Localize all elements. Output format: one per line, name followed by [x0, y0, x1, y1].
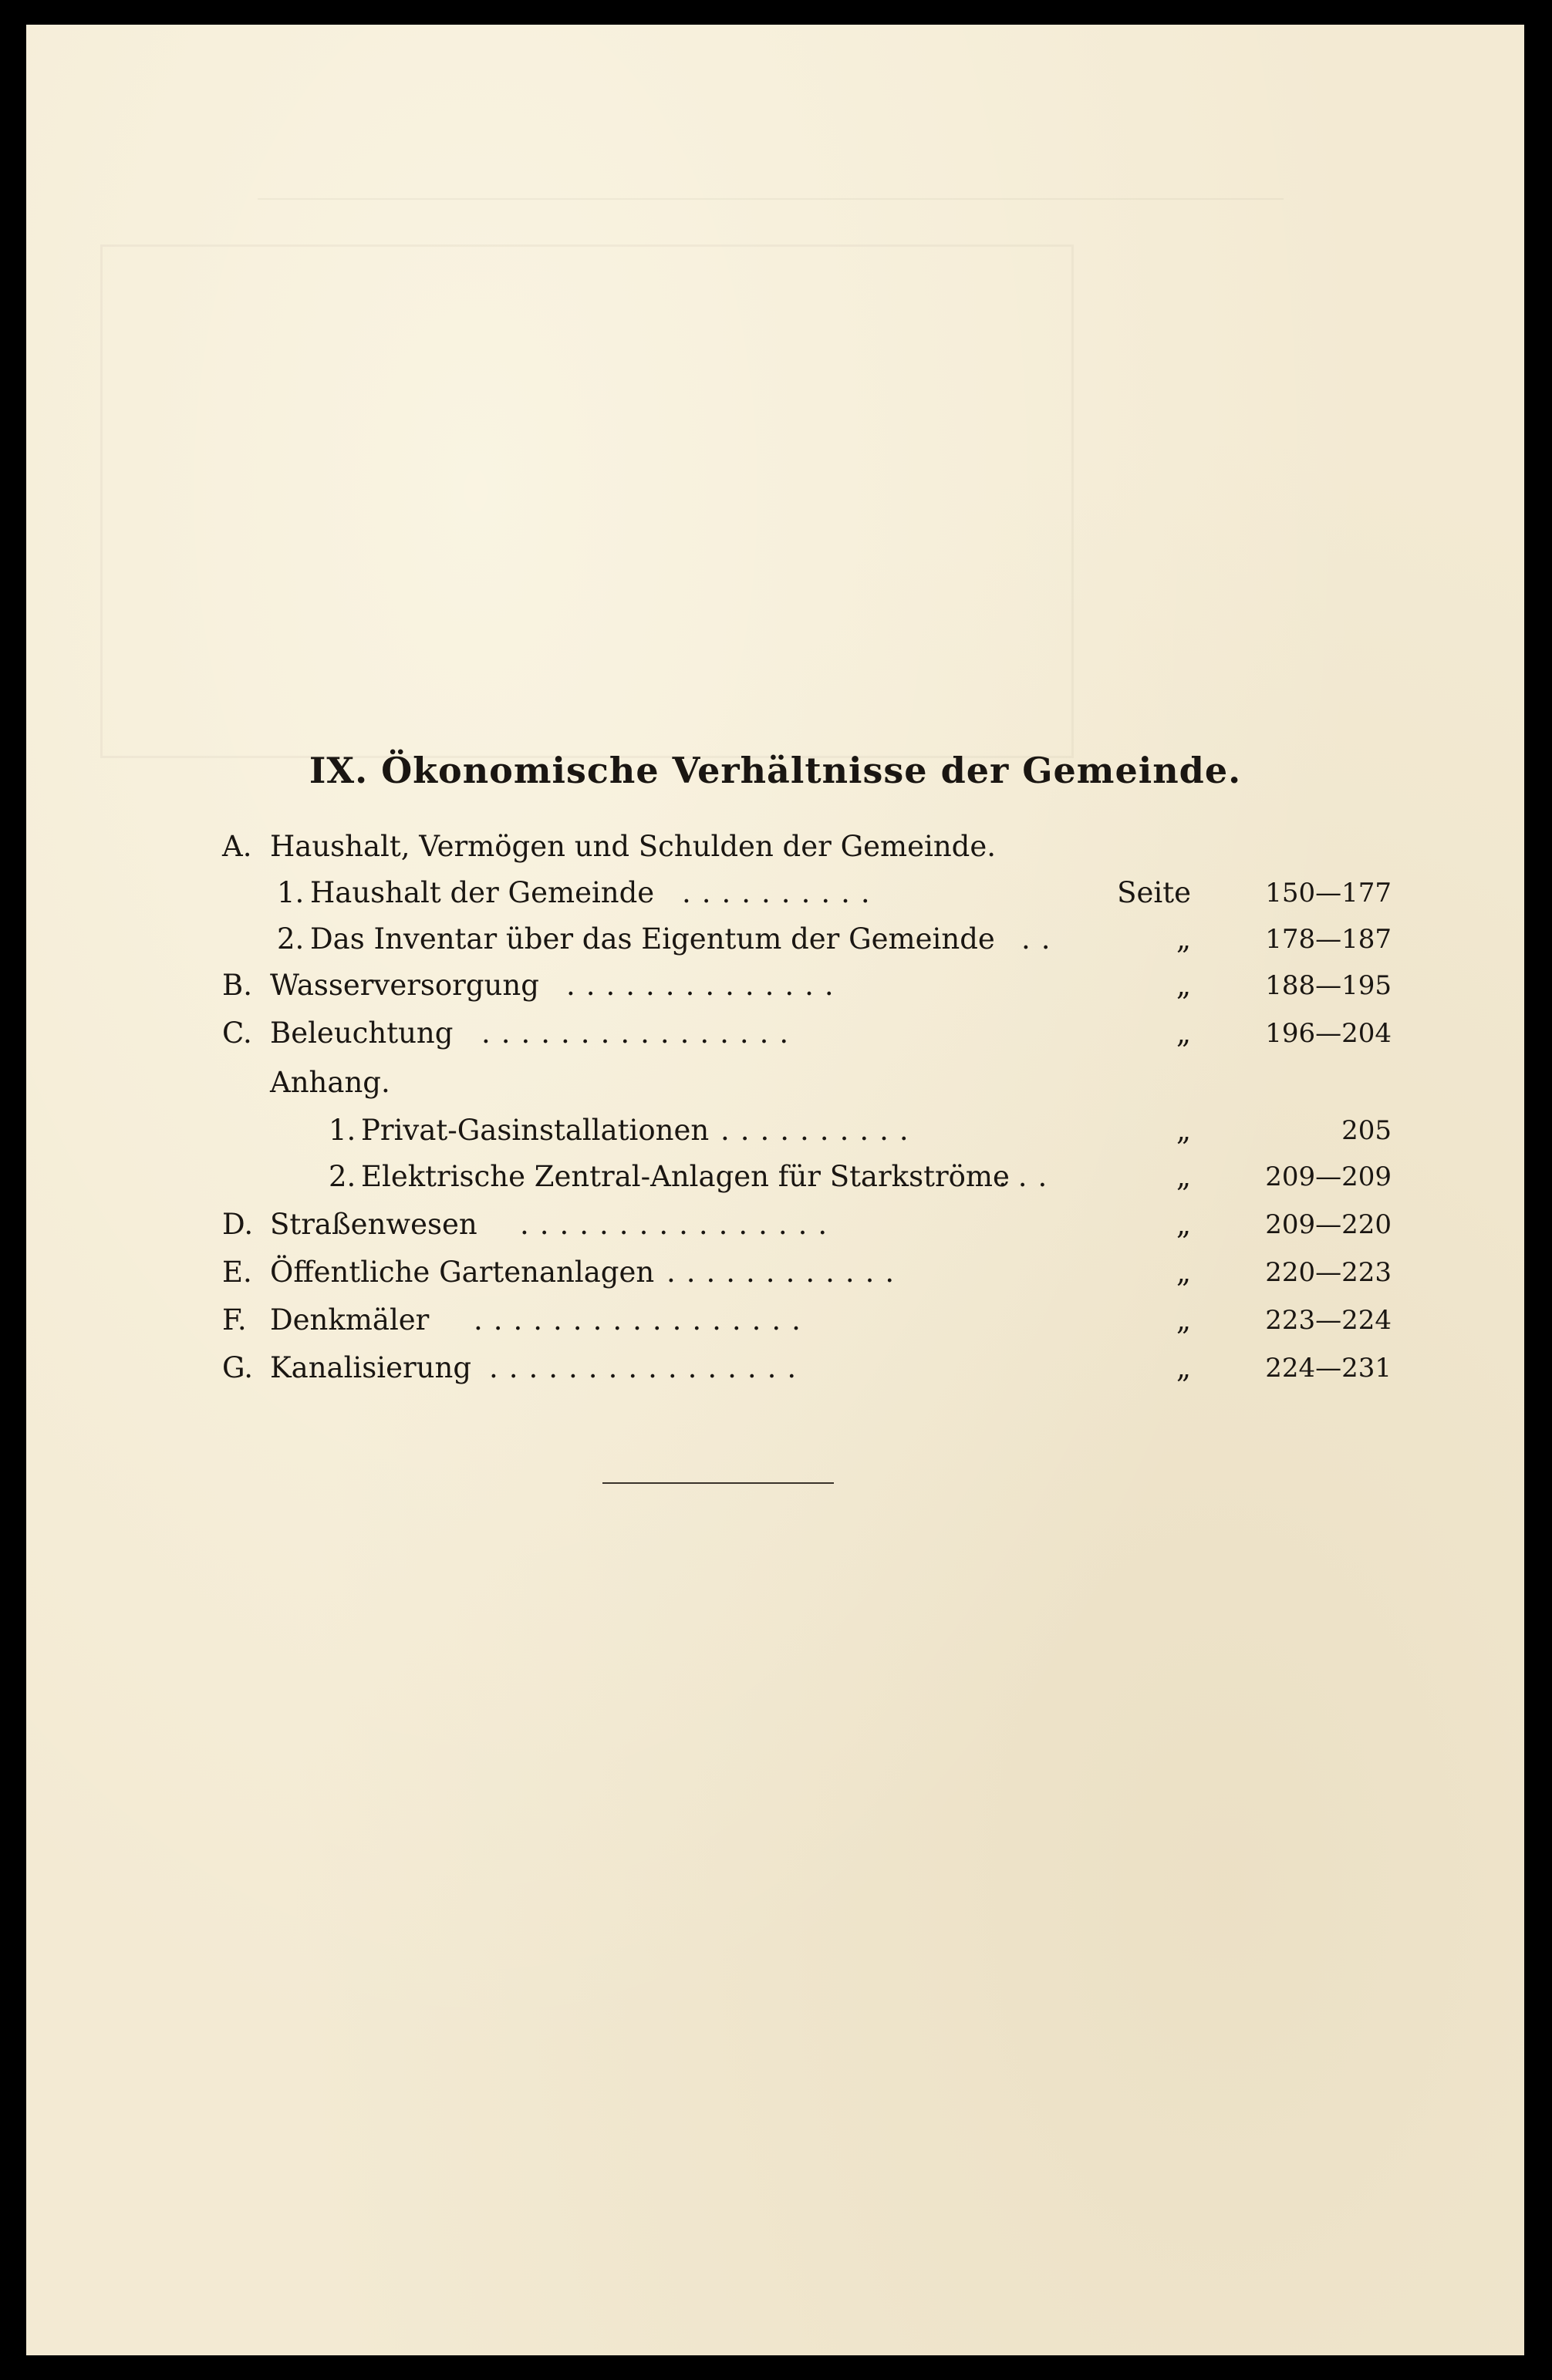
closing-rule — [602, 1482, 834, 1484]
toc-entry-c2 — [26, 1157, 1524, 1197]
book-page — [26, 25, 1524, 2355]
toc-entry-b — [26, 966, 1524, 1006]
toc-label: E. — [222, 1256, 252, 1289]
page-range: 178—187 — [1265, 924, 1392, 955]
page-range: 196—204 — [1265, 1018, 1392, 1049]
toc-label: 1. — [329, 1114, 356, 1147]
toc-entry-d — [26, 1205, 1524, 1245]
leader-dots: .......... — [682, 876, 881, 909]
toc-title: Haushalt der Gemeinde — [310, 876, 655, 909]
leader-dots: ................ — [520, 1208, 838, 1241]
show-through-box — [100, 244, 1074, 758]
toc-title: Kanalisierung — [270, 1351, 472, 1384]
page-unit: Seite — [1117, 876, 1191, 909]
toc-title: Elektrische Zentral-Anlagen für Starkströme — [361, 1160, 1010, 1193]
page-range: 224—231 — [1265, 1353, 1392, 1384]
page-unit: „ — [1176, 1016, 1191, 1050]
leader-dots: .......... — [720, 1114, 919, 1147]
toc-title: Das Inventar über das Eigentum der Gemeinde — [310, 922, 995, 956]
page-unit: „ — [1176, 969, 1191, 1002]
toc-entry-anhang — [26, 1063, 1524, 1103]
page-unit: „ — [1176, 1303, 1191, 1337]
page-unit: „ — [1176, 922, 1191, 956]
leader-dots: .. — [1021, 922, 1061, 956]
leader-dots: ................ — [489, 1351, 808, 1384]
toc-label: 2. — [329, 1160, 356, 1193]
toc-label: C. — [222, 1016, 252, 1050]
toc-title: Denkmäler — [270, 1303, 430, 1337]
page-unit: „ — [1176, 1114, 1191, 1147]
toc-title: Haushalt, Vermögen und Schulden der Gemeinde. — [270, 830, 997, 863]
chapter-heading: IX. Ökonomische Verhältnisse der Gemeinde. — [309, 750, 1242, 791]
leader-dots: ... — [998, 1160, 1058, 1193]
toc-title: Anhang. — [270, 1066, 390, 1099]
toc-entry-a2 — [26, 919, 1524, 959]
toc-title: Beleuchtung — [270, 1016, 454, 1050]
page-range: 150—177 — [1265, 878, 1392, 909]
toc-title: Öffentliche Gartenanlagen — [270, 1256, 655, 1289]
toc-entry-a — [222, 827, 1395, 867]
page-unit: „ — [1176, 1208, 1191, 1241]
page-range: 209—220 — [1265, 1209, 1392, 1240]
toc-entry-c1 — [26, 1111, 1524, 1151]
leader-dots: .............. — [566, 969, 845, 1002]
toc-label: G. — [222, 1351, 253, 1384]
toc-label: 1. — [277, 876, 305, 909]
page-unit: „ — [1176, 1256, 1191, 1289]
toc-label: 2. — [277, 922, 305, 956]
toc-label: B. — [222, 969, 252, 1002]
leader-dots: ................. — [474, 1303, 811, 1337]
toc-entry-e — [26, 1252, 1524, 1293]
page-unit: „ — [1176, 1160, 1191, 1193]
toc-label: A. — [222, 830, 252, 863]
toc-entry-f — [26, 1300, 1524, 1340]
show-through-header — [258, 175, 1284, 200]
toc-label: F. — [222, 1303, 247, 1337]
toc-entry-c — [26, 1013, 1524, 1053]
toc-label: D. — [222, 1208, 254, 1241]
page-range: 220—223 — [1265, 1257, 1392, 1288]
page-range: 209—209 — [1265, 1161, 1392, 1192]
leader-dots: ................ — [481, 1016, 800, 1050]
page-unit: „ — [1176, 1351, 1191, 1384]
page-range: 223—224 — [1265, 1305, 1392, 1336]
page-range: 205 — [1341, 1115, 1392, 1146]
toc-title: Straßenwesen — [270, 1208, 477, 1241]
toc-title: Privat-Gasinstallationen — [361, 1114, 710, 1147]
toc-title: Wasserversorgung — [270, 969, 539, 1002]
page-range: 188—195 — [1265, 970, 1392, 1001]
toc-entry-a1 — [26, 873, 1524, 913]
toc-entry-g — [26, 1348, 1524, 1388]
leader-dots: ............ — [666, 1256, 906, 1289]
